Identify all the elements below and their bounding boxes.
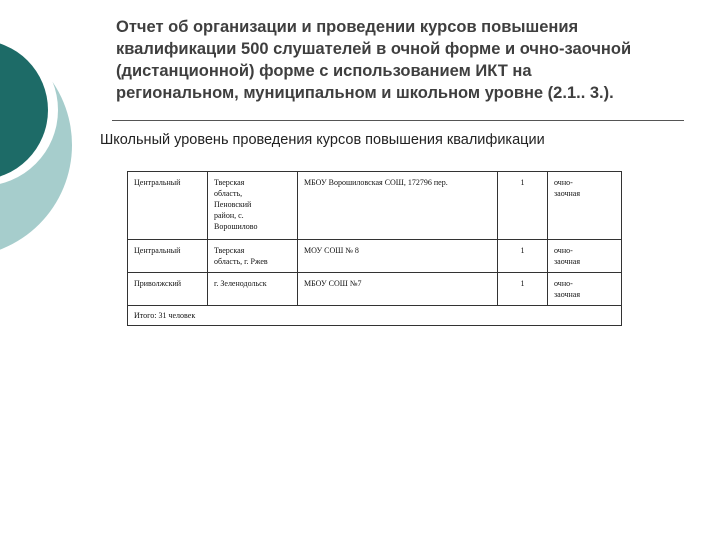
district-cell: Приволжский: [128, 273, 208, 306]
form-line: заочная: [554, 257, 581, 266]
form-line: очно-: [554, 246, 573, 255]
table-row: [128, 172, 622, 240]
location-line: Тверская: [214, 246, 245, 255]
location-line: область,: [214, 189, 243, 198]
location-line: г. Зеленодольск: [214, 279, 267, 288]
title-line: региональном, муниципальном и школьном уровне (2.1.. 3.).: [116, 84, 614, 102]
title-line: квалификации 500 слушателей в очной форме и очно-заочной: [116, 40, 632, 58]
district-cell: Центральный: [128, 172, 208, 240]
location-line: Пеновский: [214, 200, 252, 209]
decorative-circles: [0, 0, 110, 300]
table-row: [128, 273, 622, 306]
location-line: область, г. Ржев: [214, 257, 268, 266]
location-line: Ворошилово: [214, 222, 258, 231]
slide-subtitle: Школьный уровень проведения курсов повышения квалификации: [100, 132, 545, 148]
teal-circles-graphic: [0, 0, 110, 300]
location-cell: [208, 240, 298, 273]
school-cell: МОУ СОШ № 8: [298, 240, 498, 273]
total-cell: Итого: 31 человек: [128, 306, 622, 326]
count-cell: 1: [498, 240, 548, 273]
location-cell: [208, 172, 298, 240]
table-row: [128, 240, 622, 273]
form-line: заочная: [554, 189, 581, 198]
district-cell: Центральный: [128, 240, 208, 273]
title-line: (дистанционной) форме с использованием ИКТ на: [116, 62, 532, 80]
title-line: Отчет об организации и проведении курсов повышения: [116, 18, 579, 36]
form-line: очно-: [554, 178, 573, 187]
count-cell: 1: [498, 172, 548, 240]
courses-table: [127, 171, 622, 326]
form-line: очно-: [554, 279, 573, 288]
form-cell: [548, 172, 622, 240]
form-cell: [548, 273, 622, 306]
location-cell: [208, 273, 298, 306]
slide-title: [116, 16, 696, 104]
location-line: район, с.: [214, 211, 244, 220]
school-cell: МБОУ Ворошиловская СОШ, 172796 пер.: [298, 172, 498, 240]
title-divider: [112, 120, 684, 121]
school-cell: МБОУ СОШ №7: [298, 273, 498, 306]
location-line: Тверская: [214, 178, 245, 187]
form-cell: [548, 240, 622, 273]
form-line: заочная: [554, 290, 581, 299]
count-cell: 1: [498, 273, 548, 306]
total-row: [128, 306, 622, 326]
